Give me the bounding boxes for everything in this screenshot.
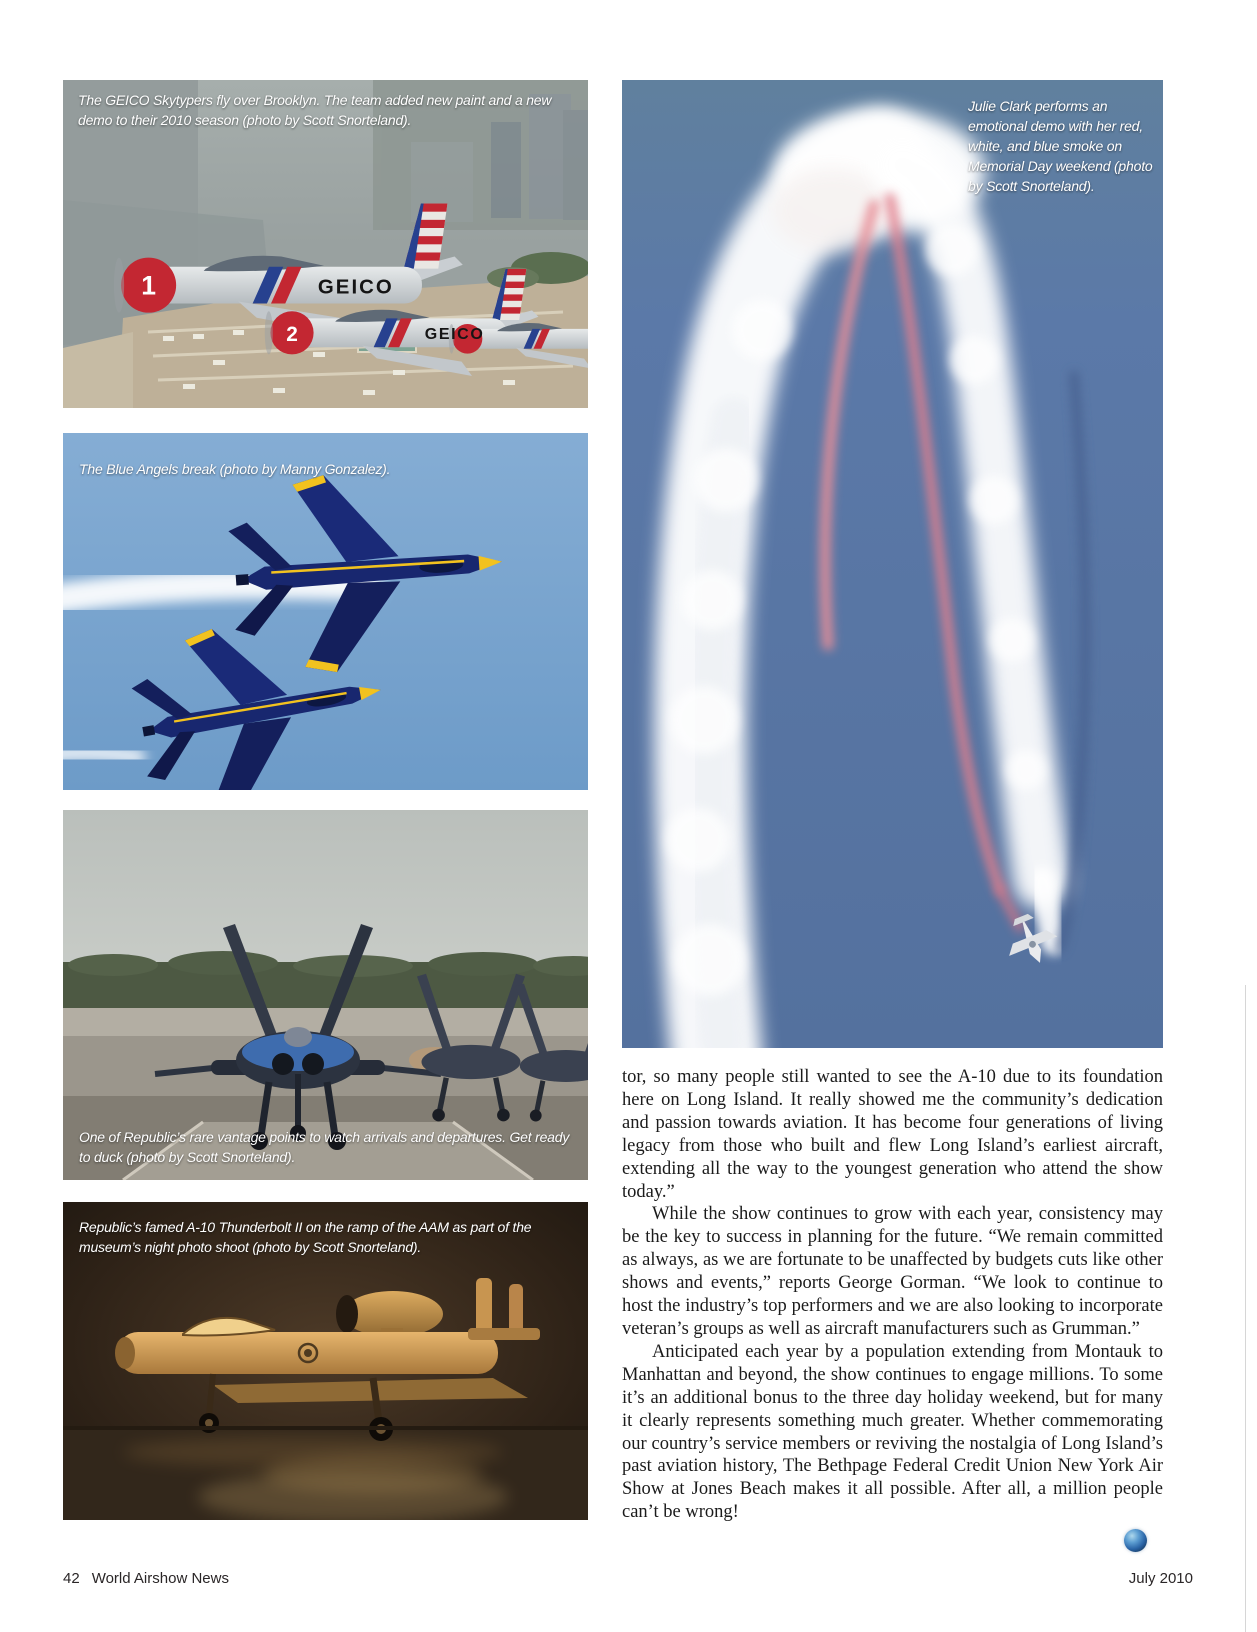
photo-caption-republic-vantage: One of Republic’s rare vantage points to watch arrivals and departures. Get ready to duck (photo by Scott Snorteland). [79, 1129, 570, 1166]
ramp-edge [63, 1426, 588, 1430]
page-number: 42 [63, 1570, 80, 1587]
photo-caption-skytypers: The GEICO Skytypers fly over Brooklyn. The team added new paint and a new demo to their 2010 season (photo by Scott Snorteland). [78, 92, 552, 128]
photo-caption-julie-clark: Julie Clark performs an emotional demo with her red, white, and blue smoke on Memorial Day weekend (photo by Scott Snorteland). [968, 98, 1153, 194]
smoke-loop-photo-art [622, 80, 1163, 1048]
photo-caption-blue-angels: The Blue Angels break (photo by Manny Gonzalez). [79, 461, 391, 477]
footer-left [63, 1570, 229, 1587]
photo-republic-vantage [63, 810, 588, 1180]
geico-fuselage-text: GEICO [317, 276, 394, 299]
geico-fuselage-text: GEICO [424, 326, 485, 344]
photo-julie-clark-demo [622, 80, 1163, 1048]
runway-arrivals-photo-art [63, 810, 588, 1180]
photo-geico-skytypers [63, 80, 588, 408]
article-body [622, 1066, 1163, 1524]
photo-caption-a10-night: Republic’s famed A-10 Thunderbolt II on the ramp of the AAM as part of the museum’s night photo shoot (photo by Scott Snorteland). [79, 1219, 532, 1255]
article-paragraph: While the show continues to grow with each year, consistency may be the key to success in planning for the future. “We remain committed as always, as we are fortunate to be unaffected by budgets cuts like other shows and events,” reports George Gorman. “We look to continue to host the industry’s top performers and we are also looking to incorporate veteran’s groups as well as aircraft manufacturers such as Grumman.” [622, 1204, 1163, 1339]
plane-number-1: 1 [141, 270, 156, 301]
reflection [263, 1454, 483, 1494]
article-paragraph: Anticipated each year by a population extending from Montauk to Manhattan and beyond, the show continues to engage millions. To some it’s an additional bonus to the three day holiday weekend, but for many it clearly represents something much greater. Whether commemorating our country’s service members or reviving the nostalgia of Long Island’s past aviation history, The Bethpage Federal Credit Union New York Air Show at Jones Beach makes it all possible. After all, a million people can’t be wrong! [622, 1341, 1163, 1523]
photo-a10-night [63, 1202, 588, 1520]
issue-date: July 2010 [1128, 1570, 1193, 1587]
article-end-globe-icon [1124, 1529, 1147, 1552]
article-paragraph: tor, so many people still wanted to see the A-10 due to its foundation here on Long Island. It really showed me the community’s dedication and passion towards aviation. It has become four generations of living legacy from those who built and flew Long Island’s earliest aircraft, extending all the way to the youngest generation who attend the show today.” [622, 1067, 1163, 1202]
plane-number-2: 2 [286, 322, 298, 346]
photo-blue-angels-break [63, 433, 588, 790]
blue-angels-photo-art [63, 433, 588, 790]
magazine-title: World Airshow News [91, 1570, 229, 1587]
page-edge-line [1245, 985, 1246, 1632]
